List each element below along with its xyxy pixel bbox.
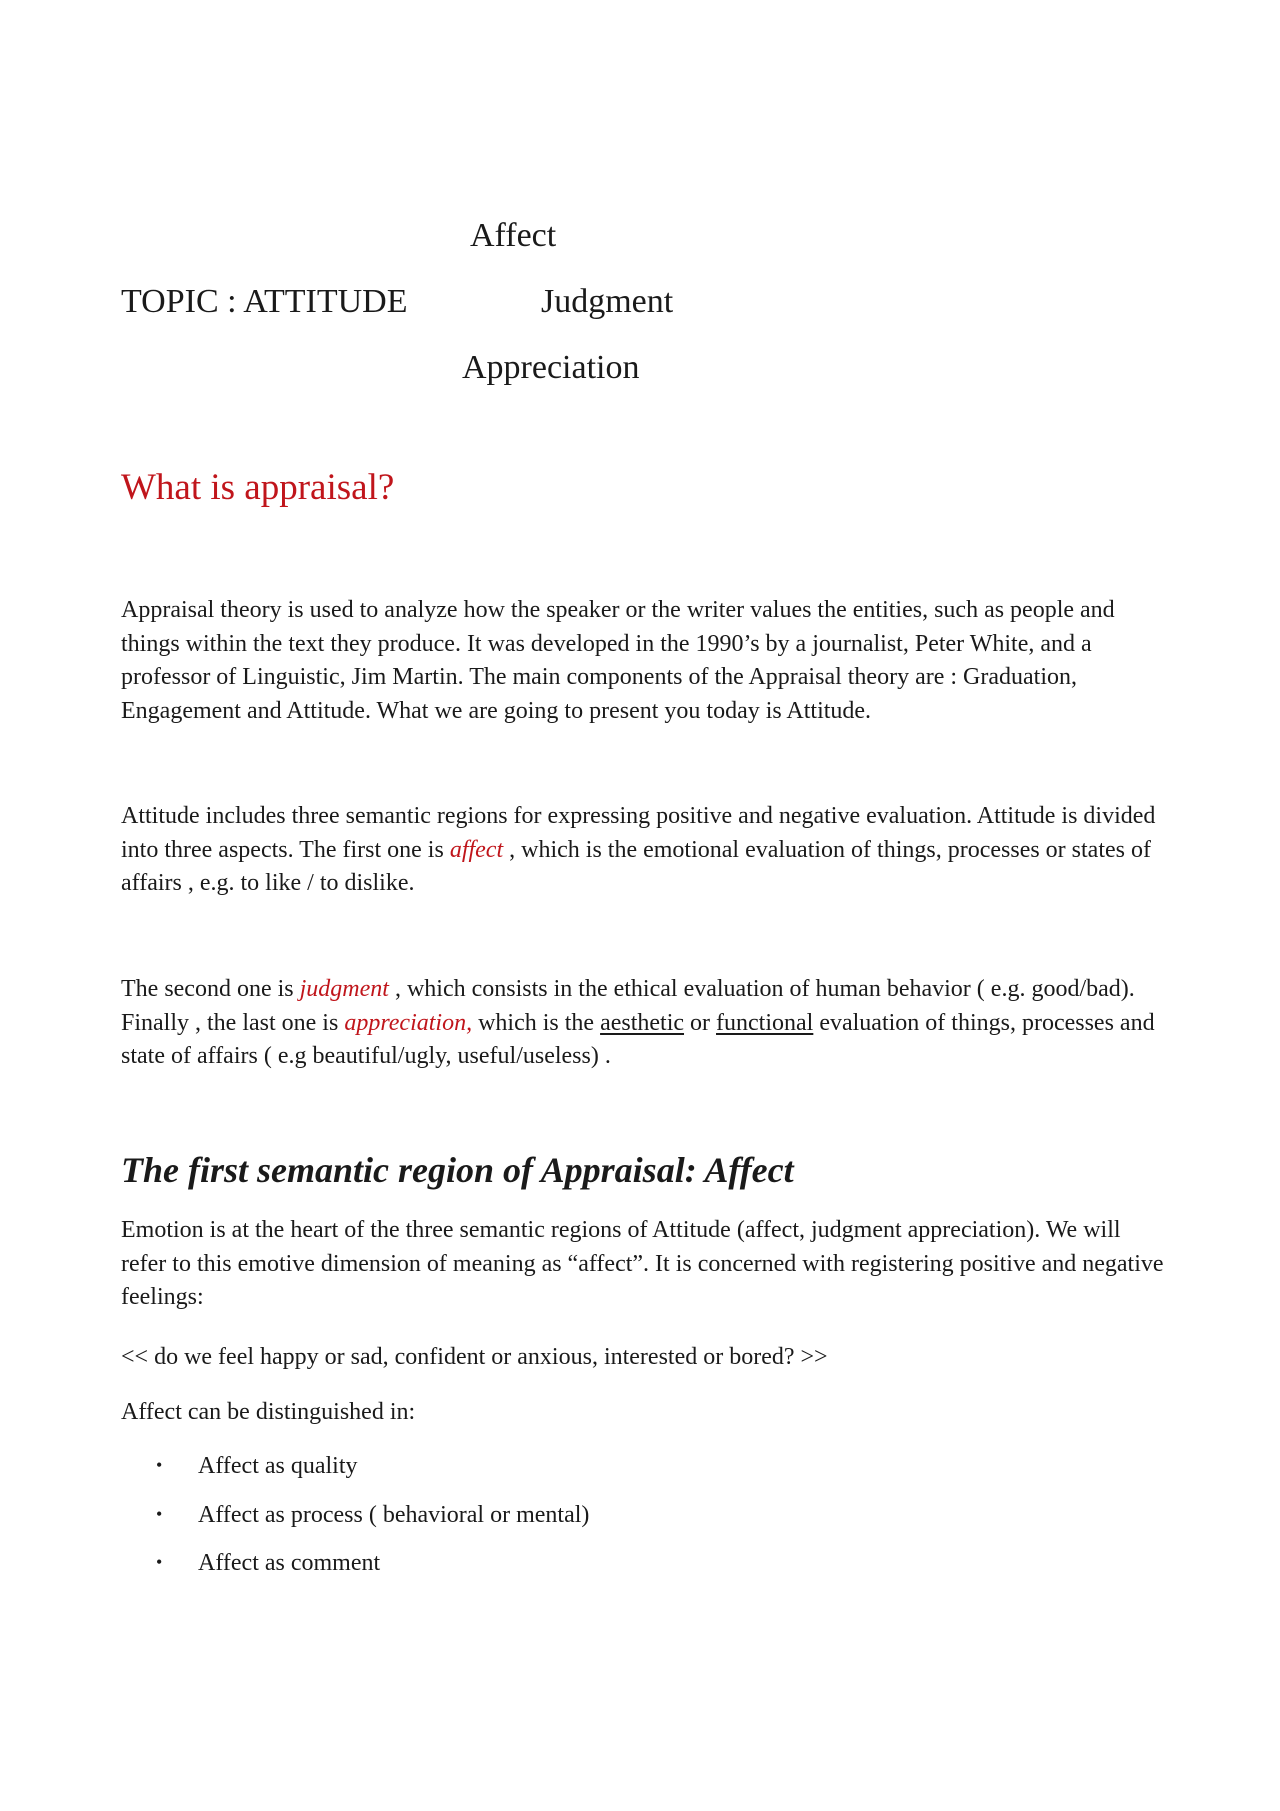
paragraph-text: or <box>684 1009 717 1036</box>
list-item <box>156 1450 358 1481</box>
list-item <box>156 1547 380 1578</box>
paragraph-text: Attitude includes three semantic regions for expressing positive and negative evaluation. Attitude is divided into three aspects. The first one is <box>121 803 1156 863</box>
topic-label: TOPIC : ATTITUDE <box>121 283 408 320</box>
aspect-judgment: Judgment <box>541 283 674 320</box>
bullet-icon: • <box>156 1552 163 1572</box>
paragraph-text: evaluation of things, processes and state of affairs ( e.g beautiful/ugly, useful/useless) . <box>121 1009 1155 1069</box>
term-appreciation: appreciation, <box>344 1009 473 1036</box>
term-affect: affect <box>449 836 510 863</box>
quote-line: << do we feel happy or sad, confident or anxious, interested or bored? >> <box>121 1344 828 1370</box>
paragraph-text: which is the <box>472 1009 601 1036</box>
paragraph-attitude-regions <box>121 800 1171 901</box>
term-judgment: judgment <box>299 976 395 1002</box>
list-item-text: Affect as quality <box>198 1453 358 1479</box>
underlined-aesthetic: aesthetic <box>600 1009 685 1036</box>
paragraph-text: , which consists in the ethical evaluation of human behavior ( e.g. good/bad). Finally , the last one is <box>121 976 1135 1036</box>
underlined-functional: functional <box>716 1009 814 1036</box>
list-item <box>156 1499 589 1530</box>
aspect-appreciation: Appreciation <box>462 349 640 386</box>
paragraph-appraisal-theory: Appraisal theory is used to analyze how the speaker or the writer values the entities, such as people and things within the text they produce. It was developed in the 1990’s by a journalist, Peter White, and a professor of Linguistic, Jim Martin. The main components of the Appraisal theory are : Graduation, Engagement and Attitude. What we are going to present you today is Attitude. <box>121 597 1115 724</box>
list-item-text: Affect as comment <box>198 1550 381 1576</box>
paragraph-judgment-appreciation <box>121 973 1171 1074</box>
list-item-text: Affect as process ( behavioral or mental) <box>198 1502 590 1528</box>
bullet-icon: • <box>156 1504 163 1524</box>
paragraph-text: The second one is <box>121 976 300 1002</box>
list-intro: Affect can be distinguished in: <box>121 1399 416 1425</box>
bullet-icon: • <box>156 1455 163 1475</box>
paragraph-text: , which is the emotional evaluation of things, processes or states of affairs , e.g. to like / to dislike. <box>121 836 1151 896</box>
section-heading-affect: The first semantic region of Appraisal: Affect <box>121 1150 794 1190</box>
paragraph-emotion: Emotion is at the heart of the three semantic regions of Attitude (affect, judgment appreciation). We will refer to this emotive dimension of meaning as “affect”. It is concerned with registering positive and negative feelings: <box>121 1217 1164 1310</box>
aspect-affect: Affect <box>470 217 557 254</box>
section-heading-what-is-appraisal: What is appraisal? <box>121 467 395 508</box>
